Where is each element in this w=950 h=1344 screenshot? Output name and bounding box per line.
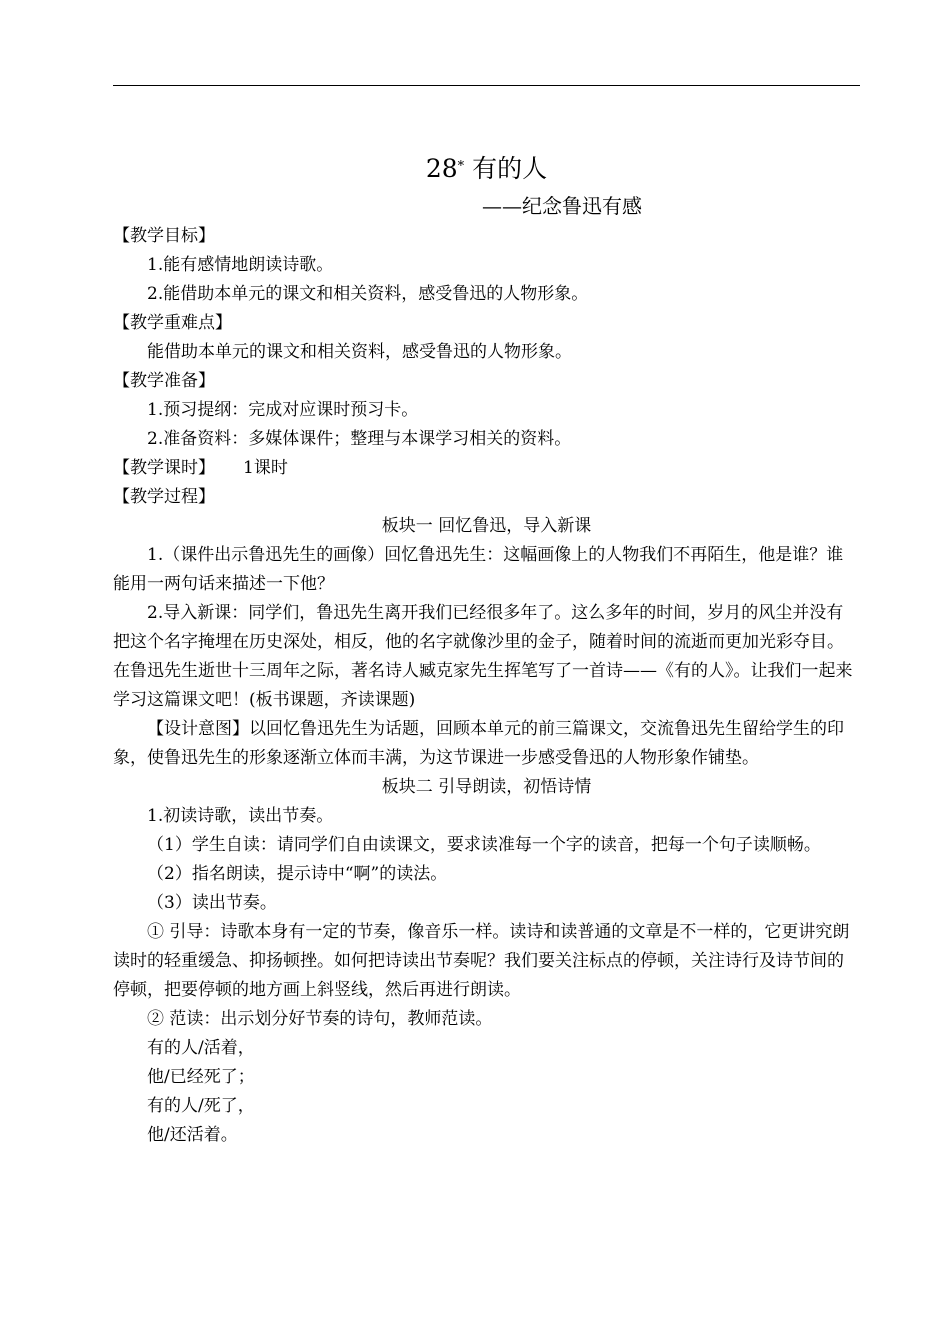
lesson-mark: * [457, 159, 465, 174]
prep-1: 1.预习提纲：完成对应课时预习卡。 [147, 400, 419, 420]
lesson-subtitle: ——纪念鲁迅有感 [482, 194, 642, 218]
block-one-para-1: 1.（课件出示鲁迅先生的画像）回忆鲁迅先生：这幅画像上的人物我们不再陌生，他是谁？谁能用一两句话来描述一下他？ [113, 545, 844, 594]
difficulty-heading: 【教学重难点】 [113, 313, 232, 333]
prep-heading: 【教学准备】 [113, 371, 215, 391]
prep-2: 2.准备资料：多媒体课件；整理与本课学习相关的资料。 [147, 429, 572, 449]
lesson-title [113, 152, 860, 186]
block-two-step-1: 1.初读诗歌，读出节奏。 [147, 806, 334, 826]
hours-line [113, 454, 860, 483]
document-page [113, 140, 860, 1150]
block-one-para-2: 2.导入新课：同学们，鲁迅先生离开我们已经很多年了。这么多年的时间，岁月的风尘并没有把这个名字掩埋在历史深处，相反，他的名字就像沙里的金子，随着时间的流逝而更加光彩夺目。在鲁迅先生逝世十三周年之际，著名诗人臧克家先生挥笔写了一首诗——《有的人》。让我们一起来学习这篇课文吧！(板书课题，齐读课题) [113, 603, 853, 710]
hours-heading: 【教学课时】 [113, 458, 215, 478]
block-two-sub-3: （3）读出节奏。 [147, 893, 277, 913]
header-rule [113, 85, 860, 86]
poem-line: 有的人/活着， [147, 1038, 255, 1058]
objective-1: 1.能有感情地朗读诗歌。 [147, 255, 334, 275]
block-two-title: 板块二 引导朗读，初悟诗情 [381, 777, 592, 797]
objective-2: 2.能借助本单元的课文和相关资料，感受鲁迅的人物形象。 [147, 284, 589, 304]
block-two-sub-1: （1）学生自读：请同学们自由读课文，要求读准每一个字的读音，把每一个句子读顺畅。 [147, 835, 821, 855]
block-two-guide: ① 引导：诗歌本身有一定的节奏，像音乐一样。读诗和读普通的文章是不一样的，它更讲究朗读时的轻重缓急、抑扬顿挫。如何把诗读出节奏呢？我们要关注标点的停顿，关注诗行及诗节间的停顿，把要停顿的地方画上斜竖线，然后再进行朗读。 [113, 922, 850, 1000]
objectives-heading: 【教学目标】 [113, 226, 215, 246]
hours-value: 1课时 [243, 458, 288, 478]
block-two-sub-2: （2）指名朗读，提示诗中“啊”的读法。 [147, 864, 448, 884]
process-heading: 【教学过程】 [113, 487, 215, 507]
lesson-title-text: 有的人 [472, 154, 548, 183]
block-two-demo: ② 范读：出示划分好节奏的诗句，教师范读。 [147, 1009, 493, 1029]
lesson-number: 28 [425, 154, 458, 183]
difficulty-text: 能借助本单元的课文和相关资料，感受鲁迅的人物形象。 [147, 342, 572, 362]
poem-line: 有的人/死了， [147, 1096, 255, 1116]
block-one-design-intent: 【设计意图】以回忆鲁迅先生为话题，回顾本单元的前三篇课文，交流鲁迅先生留给学生的印象，使鲁迅先生的形象逐渐立体而丰满，为这节课进一步感受鲁迅的人物形象作铺垫。 [113, 719, 844, 768]
poem-line: 他/已经死了； [147, 1067, 255, 1087]
poem-line: 他/还活着。 [147, 1125, 238, 1145]
block-one-title: 板块一 回忆鲁迅，导入新课 [381, 516, 592, 536]
